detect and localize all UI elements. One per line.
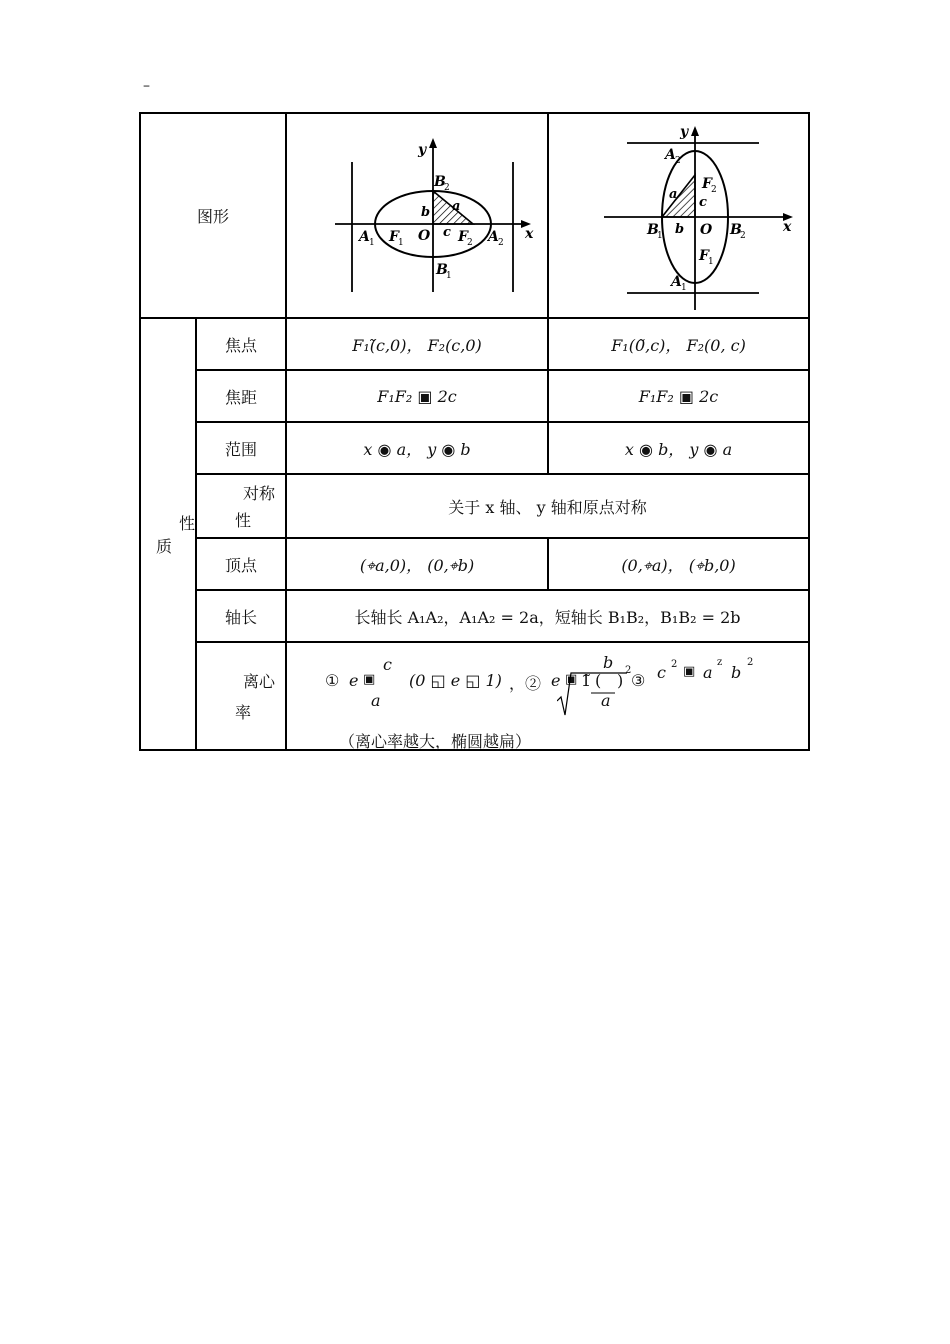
symmetry-label-cell (196, 474, 286, 538)
equals-symbol-2: ▣ (565, 672, 578, 687)
formula-1-e: e (349, 671, 359, 690)
a2-label: A (488, 229, 499, 245)
eccentricity-label-2: 率 (235, 703, 252, 722)
a1-sub: 1 (369, 238, 375, 248)
f2-label: F (702, 176, 712, 192)
f2-sub: 2 (711, 185, 717, 195)
f1-sub: 1 (398, 238, 404, 248)
b-segment-label: b (421, 205, 431, 220)
symmetry-label-2: 性 (235, 511, 252, 530)
formula-1-denominator: a (371, 691, 381, 710)
vertex-row (140, 538, 809, 590)
b2-label: B (434, 174, 446, 190)
f1-sub: 1 (708, 257, 714, 267)
formula-3-b-exponent: 2 (747, 657, 754, 668)
f1-label: F (699, 248, 709, 264)
focal-distance-left-value: F₁F₂ ▣ 2c (286, 370, 548, 422)
vertex-label: 顶点 (196, 538, 286, 590)
formula-3-c: c (657, 663, 666, 682)
b1-sub: 1 (446, 271, 452, 281)
b1-sub: 1 (657, 231, 663, 241)
formula-3-b: b (731, 663, 742, 682)
y-axis-arrow (691, 126, 699, 136)
symmetry-label-1: 对称 (243, 484, 276, 503)
x-label: x (525, 226, 534, 242)
c-segment-label: c (443, 225, 451, 240)
formula-2-denominator: a (601, 691, 611, 710)
range-label: 范围 (196, 422, 286, 474)
range-right-value: x ◉ b， y ◉ a (548, 422, 809, 474)
formula-3-c-exponent: 2 (671, 659, 678, 670)
b2-label: B (730, 222, 742, 238)
eccentricity-formulas (325, 653, 785, 717)
page-dash: – (143, 78, 150, 94)
y-label: y (418, 142, 427, 158)
formula-1-numerator: c (383, 655, 392, 674)
b-segment-label: b (675, 222, 685, 237)
eccentricity-label-1: 离心 (243, 672, 276, 691)
f2-sub: 2 (467, 238, 473, 248)
symmetry-value: 关于 x 轴、 y 轴和原点对称 (286, 474, 809, 538)
f2-label: F (458, 229, 468, 245)
a-segment-label: a (669, 187, 678, 202)
formula-2-open-paren: ( (595, 671, 602, 690)
origin-label: O (418, 228, 431, 244)
equals-symbol-3: ▣ (683, 664, 696, 679)
axis-length-value: 长轴长 A₁A₂，A₁A₂ = 2a，短轴长 B₁B₂，B₁B₂ = 2b (286, 590, 809, 642)
focus-label: 焦点 (196, 318, 286, 370)
eccentricity-value-cell (286, 642, 809, 750)
a1-sub: 1 (681, 283, 687, 293)
f1-label: F (389, 229, 399, 245)
range-row (140, 422, 809, 474)
figure-row (140, 113, 809, 318)
focal-distance-row (140, 370, 809, 422)
eccentricity-label-cell (196, 642, 286, 750)
focal-distance-right-value: F₁F₂ ▣ 2c (548, 370, 809, 422)
c-segment-label: c (699, 195, 707, 210)
ellipse-properties-table (139, 112, 810, 751)
formula-2-marker: ，② (509, 674, 542, 693)
b1-label: B (436, 262, 448, 278)
equals-symbol-1: ▣ (363, 672, 376, 687)
nature-label-cell (140, 318, 196, 750)
b2-sub: 2 (444, 183, 450, 193)
formula-2-numerator: b (603, 653, 614, 672)
figure-left-cell (286, 113, 548, 318)
formula-1-marker: ① (325, 671, 340, 690)
figure-label-cell (140, 113, 286, 318)
focus-left-value: F₁(̃c,0)， F₂(c,0) (286, 318, 548, 370)
y-axis-arrow (429, 138, 437, 148)
focus-row (140, 318, 809, 370)
formula-3-minus: z (717, 657, 723, 668)
a1-label: A (671, 274, 682, 290)
origin-label: O (700, 222, 713, 238)
vertex-left-value: (⌖a,0)， (0,⌖b) (286, 538, 548, 590)
symmetry-row (140, 474, 809, 538)
y-label: y (680, 124, 689, 140)
formula-3-marker: ③ (631, 671, 646, 690)
formula-2-one: 1̃ (581, 671, 592, 690)
a-segment-label: a (452, 199, 461, 214)
formula-1-range: (0 ◱ e ◱ 1) (409, 671, 502, 690)
a2-sub: 2 (675, 156, 681, 166)
focal-distance-label: 焦距 (196, 370, 286, 422)
formula-3-a: a (703, 663, 713, 682)
b1-label: B (647, 222, 659, 238)
eccentricity-row (140, 642, 809, 750)
formula-2-close-paren: ) (617, 671, 624, 690)
range-left-value: x ◉ a， y ◉ b (286, 422, 548, 474)
horizontal-ellipse-figure (287, 114, 549, 317)
nature-label-1: 性 (178, 514, 195, 533)
a2-label: A (665, 147, 676, 163)
formula-2-exponent: 2 (625, 665, 632, 676)
vertex-right-value: (0,⌖a)， (⌖b,0) (548, 538, 809, 590)
eccentricity-note: （离心率越大，椭圆越扁） (339, 732, 532, 751)
axis-length-row (140, 590, 809, 642)
focus-right-value: F₁(0̃,c)， F₂(0, c) (548, 318, 809, 370)
formula-2-e: e (551, 671, 561, 690)
nature-label-2: 质 (155, 537, 172, 556)
x-label: x (783, 219, 792, 235)
b2-sub: 2 (740, 231, 746, 241)
a2-sub: 2 (498, 238, 504, 248)
figure-label: 图形 (197, 207, 230, 226)
a1-label: A (359, 229, 370, 245)
figure-right-cell (548, 113, 809, 318)
axis-length-label: 轴长 (196, 590, 286, 642)
vertical-ellipse-figure (549, 114, 810, 317)
